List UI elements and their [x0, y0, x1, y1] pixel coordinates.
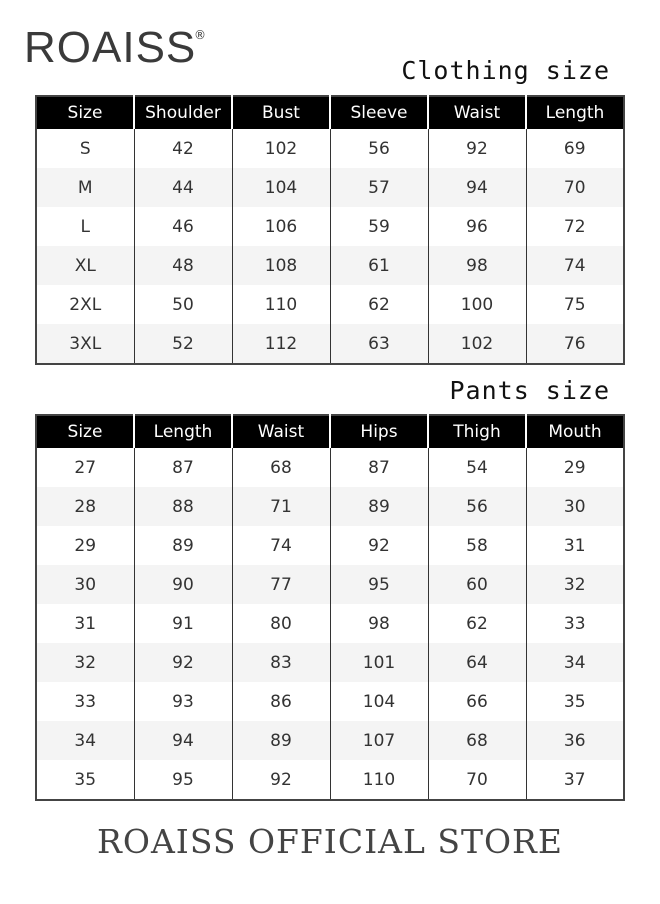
column-header: Sleeve	[330, 96, 428, 129]
table-cell: 66	[428, 682, 526, 721]
table-cell: 63	[330, 324, 428, 364]
table-cell: 106	[232, 207, 330, 246]
table-cell: 108	[232, 246, 330, 285]
table-cell: 32	[36, 643, 134, 682]
table-cell: 58	[428, 526, 526, 565]
table-cell: 90	[134, 565, 232, 604]
table-cell: 34	[526, 643, 624, 682]
table-cell: 92	[134, 643, 232, 682]
table-cell: 98	[428, 246, 526, 285]
brand-logo: ROAISS	[24, 23, 197, 72]
table-cell: 28	[36, 487, 134, 526]
table-cell: 34	[36, 721, 134, 760]
table-cell: 77	[232, 565, 330, 604]
table-cell: 89	[134, 526, 232, 565]
table-cell: 54	[428, 448, 526, 487]
table-cell: 33	[526, 604, 624, 643]
table-cell: 62	[330, 285, 428, 324]
table-cell: 95	[330, 565, 428, 604]
column-header: Waist	[428, 96, 526, 129]
table-row	[36, 448, 624, 487]
clothing-size-title: Clothing size	[401, 56, 610, 85]
table-row	[36, 526, 624, 565]
table-cell: 64	[428, 643, 526, 682]
table-cell: 60	[428, 565, 526, 604]
table-cell: 74	[232, 526, 330, 565]
table-row	[36, 129, 624, 168]
table-row	[36, 565, 624, 604]
table-cell: 3XL	[36, 324, 134, 364]
table-cell: 87	[330, 448, 428, 487]
table-cell: 37	[526, 760, 624, 800]
table-cell: 92	[232, 760, 330, 800]
table-cell: 33	[74, 691, 97, 712]
table-cell: XL	[36, 246, 134, 285]
table-row	[36, 285, 624, 324]
table-cell: 52	[134, 324, 232, 364]
table-cell: 61	[330, 246, 428, 285]
column-header: Bust	[232, 96, 330, 129]
table-row	[36, 487, 624, 526]
column-header: Length	[526, 96, 624, 129]
table-cell: 94	[428, 168, 526, 207]
table-cell: 71	[232, 487, 330, 526]
table-cell: 56	[428, 487, 526, 526]
table-cell: 91	[134, 604, 232, 643]
table-row	[36, 760, 624, 800]
table-row	[36, 324, 624, 364]
table-cell: 92	[330, 526, 428, 565]
store-footer: ROAISS OFFICIAL STORE	[97, 822, 563, 861]
table-cell: M	[36, 168, 134, 207]
table-row	[36, 207, 624, 246]
table-cell: 29	[74, 535, 97, 556]
table-cell: 29	[526, 448, 624, 487]
table-cell: 88	[134, 487, 232, 526]
table-cell: 92	[428, 129, 526, 168]
table-cell: 50	[134, 285, 232, 324]
table-cell: 35	[526, 682, 624, 721]
table-cell: 30	[36, 565, 134, 604]
table-cell: 75	[526, 285, 624, 324]
pants-size-title: Pants size	[449, 376, 610, 405]
registered-mark: ®	[194, 28, 206, 42]
table-cell: 70	[428, 760, 526, 800]
table-cell: 87	[134, 448, 232, 487]
column-header: Shoulder	[134, 96, 232, 129]
table-cell: 56	[330, 129, 428, 168]
table-cell: 70	[526, 168, 624, 207]
column-header: Size	[36, 415, 134, 448]
pants-size-table	[35, 414, 625, 801]
table-cell: 46	[134, 207, 232, 246]
table-cell: 89	[232, 721, 330, 760]
table-cell: 69	[526, 129, 624, 168]
table-cell: 94	[134, 721, 232, 760]
table-cell: 32	[526, 565, 624, 604]
table-cell: 101	[330, 643, 428, 682]
table-cell: 83	[232, 643, 330, 682]
table-row	[36, 682, 624, 721]
column-header: Hips	[330, 415, 428, 448]
table-cell: 31	[526, 526, 624, 565]
table-cell: 35	[74, 769, 97, 790]
table-cell: 110	[330, 760, 428, 800]
table-cell: 74	[526, 246, 624, 285]
table-cell: 80	[232, 604, 330, 643]
table-cell: 93	[134, 682, 232, 721]
column-header: Length	[134, 415, 232, 448]
table-cell: 86	[232, 682, 330, 721]
table-cell: 48	[134, 246, 232, 285]
table-cell: S	[79, 138, 91, 159]
table-cell: 30	[526, 487, 624, 526]
table-cell: 44	[134, 168, 232, 207]
table-cell: 112	[232, 324, 330, 364]
table-cell: 36	[526, 721, 624, 760]
table-header-row	[36, 415, 624, 448]
table-cell: 102	[232, 129, 330, 168]
table-cell: 107	[330, 721, 428, 760]
table-cell: 62	[428, 604, 526, 643]
table-cell: 89	[330, 487, 428, 526]
table-cell: 104	[232, 168, 330, 207]
column-header: Waist	[232, 415, 330, 448]
column-header: Mouth	[526, 415, 624, 448]
table-cell: 104	[330, 682, 428, 721]
table-cell: 102	[428, 324, 526, 364]
clothing-size-table	[35, 95, 625, 365]
table-cell: 42	[134, 129, 232, 168]
table-row	[36, 721, 624, 760]
table-row	[36, 643, 624, 682]
table-cell: 2XL	[69, 294, 102, 315]
column-header: Thigh	[428, 415, 526, 448]
table-row	[36, 246, 624, 285]
table-cell: 95	[134, 760, 232, 800]
table-cell: 31	[74, 613, 97, 634]
table-cell: 110	[232, 285, 330, 324]
table-row	[36, 168, 624, 207]
table-cell: L	[80, 216, 90, 237]
table-cell: 57	[330, 168, 428, 207]
table-cell: 72	[526, 207, 624, 246]
table-cell: 59	[330, 207, 428, 246]
table-row	[36, 604, 624, 643]
table-cell: 100	[428, 285, 526, 324]
table-cell: 27	[74, 457, 97, 478]
table-cell: 76	[526, 324, 624, 364]
table-cell: 98	[330, 604, 428, 643]
table-cell: 68	[232, 448, 330, 487]
table-cell: 96	[428, 207, 526, 246]
table-cell: 68	[428, 721, 526, 760]
table-header-row	[36, 96, 624, 129]
column-header: Size	[36, 96, 134, 129]
